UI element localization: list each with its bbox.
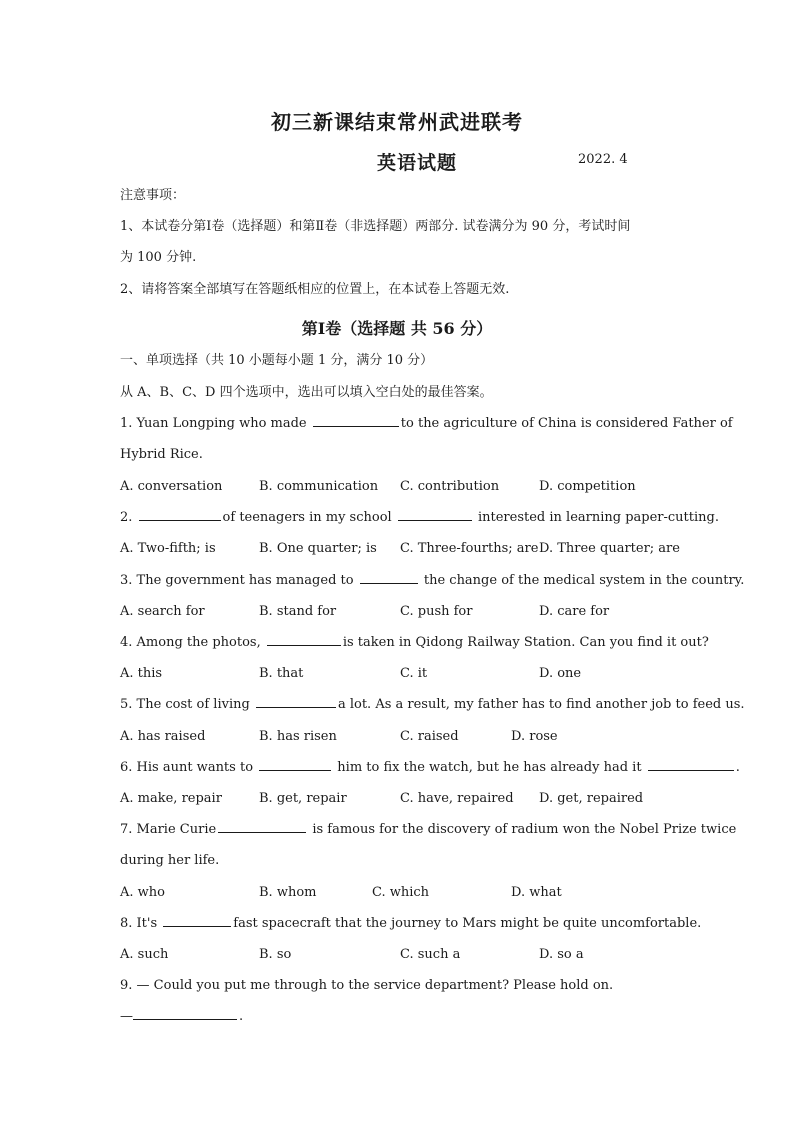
q1-option-c: C. contribution	[400, 479, 500, 494]
answer-blank	[256, 695, 336, 708]
answer-blank	[360, 571, 418, 584]
q5-option-b: B. has risen	[259, 729, 337, 744]
q4-option-c: C. it	[400, 666, 428, 681]
q3-option-c: C. push for	[400, 604, 473, 619]
q6-option-c: C. have, repaired	[400, 791, 514, 806]
note-item-1: 1、本试卷分第Ⅰ卷（选择题）和第Ⅱ卷（非选择题）两部分. 试卷满分为 90 分，考试时间	[120, 219, 631, 234]
q6-option-b: B. get, repair	[259, 791, 347, 806]
question-1-cont: Hybrid Rice.	[120, 447, 203, 462]
question-7-cont: during her life.	[120, 853, 220, 868]
question-9: 9. — Could you put me through to the service department? Please hold on.	[120, 978, 614, 993]
answer-blank	[267, 633, 341, 646]
q7-option-c: C. which	[372, 885, 430, 900]
q4-option-b: B. that	[259, 666, 304, 681]
q1-option-b: B. communication	[259, 479, 379, 494]
q8-option-d: D. so a	[539, 947, 584, 962]
question-6: 6. His aunt wants to him to fix the watch, but he has already had it .	[120, 760, 740, 775]
part1-heading: 第Ⅰ卷（选择题 共 56 分）	[301, 319, 493, 338]
subtitle-row	[0, 148, 794, 174]
question-8: 8. It's fast spacecraft that the journey to Mars might be quite uncomfortable.	[120, 916, 702, 931]
question-3: 3. The government has managed to the change of the medical system in the country.	[120, 573, 745, 588]
q2-option-a: A. Two-fifth; is	[120, 541, 216, 556]
question-9-reply: — .	[120, 1009, 244, 1024]
answer-blank	[648, 758, 734, 771]
q7-option-b: B. whom	[259, 885, 317, 900]
exam-title: 初三新课结束常州武进联考	[271, 110, 523, 134]
q2-option-c: C. Three-fourths; are	[400, 541, 539, 556]
q3-option-d: D. care for	[539, 604, 610, 619]
answer-blank	[139, 508, 221, 521]
answer-blank	[398, 508, 472, 521]
q2-option-b: B. One quarter; is	[259, 541, 377, 556]
note-item-2: 2、请将答案全部填写在答题纸相应的位置上，在本试卷上答题无效.	[120, 282, 510, 297]
q4-option-d: D. one	[539, 666, 582, 681]
notes-heading: 注意事项：	[120, 188, 186, 203]
q3-option-b: B. stand for	[259, 604, 337, 619]
section-title: 一、单项选择（共 10 小题每小题 1 分，满分 10 分）	[120, 353, 434, 368]
question-7: 7. Marie Curie is famous for the discovery of radium won the Nobel Prize twice	[120, 822, 737, 837]
answer-blank	[313, 414, 399, 427]
answer-blank	[259, 758, 331, 771]
q7-option-d: D. what	[511, 885, 562, 900]
q1-option-a: A. conversation	[120, 479, 223, 494]
question-2: 2. of teenagers in my school interested in learning paper-cutting.	[120, 510, 719, 525]
exam-date: 2022. 4	[578, 152, 628, 167]
section-instruction: 从 A、B、C、D 四个选项中，选出可以填入空白处的最佳答案。	[120, 385, 493, 400]
q4-option-a: A. this	[120, 666, 163, 681]
q8-option-b: B. so	[259, 947, 292, 962]
question-4: 4. Among the photos, is taken in Qidong Railway Station. Can you find it out?	[120, 635, 709, 650]
question-5: 5. The cost of living a lot. As a result, my father has to find another job to feed us.	[120, 697, 745, 712]
q3-option-a: A. search for	[120, 604, 205, 619]
question-1: 1. Yuan Longping who made to the agriculture of China is considered Father of	[120, 416, 733, 431]
q5-option-c: C. raised	[400, 729, 459, 744]
q5-option-d: D. rose	[511, 729, 558, 744]
q6-option-a: A. make, repair	[120, 791, 222, 806]
answer-blank	[163, 914, 231, 927]
q2-option-d: D. Three quarter; are	[539, 541, 680, 556]
answer-blank	[133, 1007, 237, 1020]
q8-option-a: A. such	[120, 947, 169, 962]
q7-option-a: A. who	[120, 885, 165, 900]
q6-option-d: D. get, repaired	[539, 791, 644, 806]
q5-option-a: A. has raised	[120, 729, 206, 744]
q8-option-c: C. such a	[400, 947, 461, 962]
note-item-1-cont: 为 100 分钟.	[120, 250, 197, 265]
answer-blank	[218, 820, 306, 833]
exam-subtitle: 英语试题	[377, 152, 458, 174]
q1-option-d: D. competition	[539, 479, 636, 494]
